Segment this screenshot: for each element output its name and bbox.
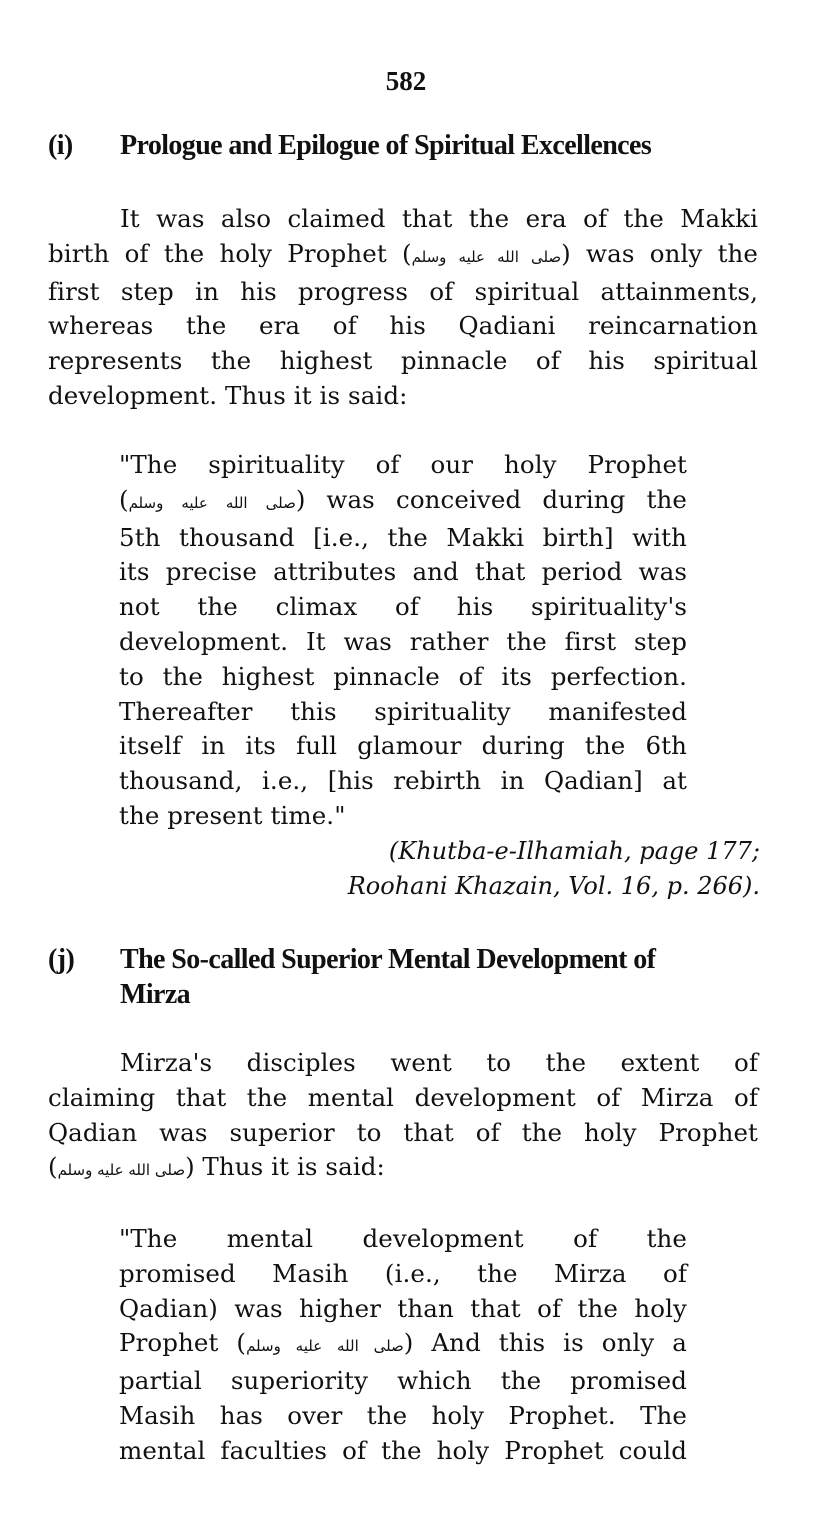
quote-line: Prophet (صلى الله عليه وسلم) And this is only a bbox=[119, 1328, 688, 1358]
quote-line: its precise attributes and that period was bbox=[119, 557, 687, 587]
arabic-honorific: صلى الله عليه وسلم bbox=[411, 247, 562, 266]
paragraph-line: development. Thus it is said: bbox=[48, 380, 408, 410]
section-j-marker: (j) bbox=[48, 944, 75, 975]
paragraph-line: whereas the era of his Qadiani reincarnation bbox=[48, 311, 758, 341]
page-number: 582 bbox=[385, 66, 427, 96]
paragraph-line: birth of the holy Prophet (صلى الله عليه وسلم) was only the bbox=[48, 238, 758, 268]
paragraph-line: It was also claimed that the era of the Makki bbox=[120, 204, 758, 233]
paragraph-line: Mirza's disciples went to the extent of bbox=[120, 1048, 758, 1077]
paragraph-line: represents the highest pinnacle of his spiritual bbox=[48, 346, 758, 376]
section-i-marker: (i) bbox=[48, 130, 73, 161]
arabic-honorific: صلى الله عليه وسلم bbox=[246, 1337, 404, 1356]
quote-line: "The mental development of the bbox=[119, 1224, 687, 1253]
citation-line: Roohani Khazain, Vol. 16, p. 266). bbox=[347, 872, 760, 900]
citation bbox=[348, 834, 760, 904]
quote-line: development. It was rather the first step bbox=[119, 626, 687, 656]
section-i-heading bbox=[48, 128, 768, 163]
paragraph-line: (صلى الله عليه وسلم) Thus it is said: bbox=[48, 1152, 385, 1182]
arabic-honorific: صلى الله عليه وسلم bbox=[128, 493, 296, 512]
paragraph-line: first step in his progress of spiritual attainments, bbox=[48, 276, 758, 306]
paragraph-line: Qadian was superior to that of the holy Prophet bbox=[48, 1117, 758, 1147]
quote-line: (صلى الله عليه وسلم) was conceived during the bbox=[119, 484, 687, 514]
section-j-quote bbox=[119, 1222, 687, 1469]
quote-line: the present time." bbox=[119, 800, 346, 830]
quote-line: itself in its full glamour during the 6th bbox=[119, 731, 687, 761]
section-j-heading bbox=[48, 942, 768, 1012]
section-i-quote bbox=[119, 448, 687, 834]
arabic-honorific: صلى الله عليه وسلم bbox=[57, 1161, 186, 1180]
section-j-paragraph bbox=[48, 1046, 758, 1188]
section-j-title: The So-called Superior Mental Development of Mirza bbox=[120, 944, 656, 1010]
quote-line: not the climax of his spirituality's bbox=[119, 592, 687, 622]
quote-line: partial superiority which the promised bbox=[119, 1366, 687, 1396]
quote-line: Masih has over the holy Prophet. The bbox=[119, 1400, 687, 1430]
paragraph-line: claiming that the mental development of Mirza of bbox=[48, 1082, 758, 1112]
quote-line: thousand, i.e., [his rebirth in Qadian] at bbox=[119, 766, 687, 796]
section-i-paragraph bbox=[48, 202, 758, 414]
quote-line: to the highest pinnacle of its perfection. bbox=[119, 661, 687, 691]
quote-line: mental faculties of the holy Prophet could bbox=[119, 1435, 687, 1465]
quote-line: promised Masih (i.e., the Mirza of bbox=[119, 1258, 687, 1288]
quote-line: Qadian) was higher than that of the holy bbox=[119, 1293, 687, 1323]
section-i-title: Prologue and Epilogue of Spiritual Excellences bbox=[120, 130, 652, 161]
quote-line: "The spirituality of our holy Prophet bbox=[119, 450, 687, 479]
quote-line: Thereafter this spirituality manifested bbox=[119, 696, 687, 726]
quote-line: 5th thousand [i.e., the Makki birth] with bbox=[119, 522, 687, 552]
citation-line: (Khutba-e-Ilhamiah, page 177; bbox=[388, 837, 760, 865]
